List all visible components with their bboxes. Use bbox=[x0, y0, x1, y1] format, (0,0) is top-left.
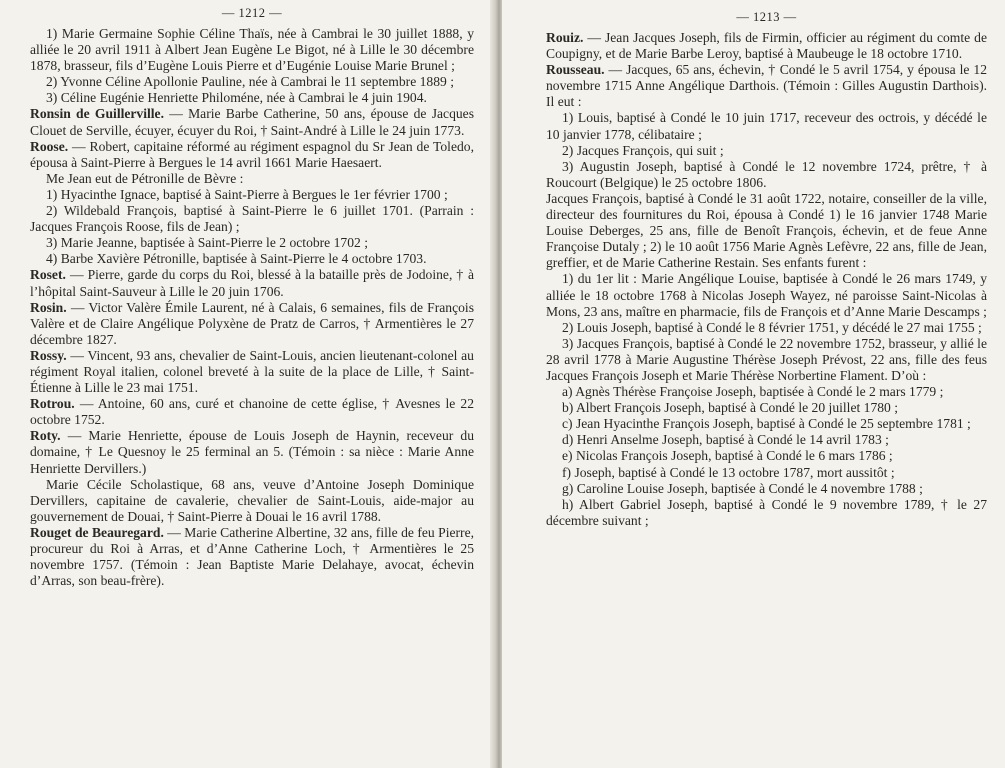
left-page bbox=[0, 0, 496, 768]
list-item: d) Henri Anselme Joseph, baptisé à Condé le 14 avril 1783 ; bbox=[562, 432, 889, 448]
entry-roose: Roose. — Robert, capitaine réformé au régiment espagnol du Sr Jean de Toledo, épousa à Saint-Pierre à Bergues le 14 avril 1661 Marie Haesaert. bbox=[30, 138, 474, 170]
entry-headword: Rouiz. bbox=[546, 30, 588, 45]
paragraph: 1) Marie Germaine Sophie Céline Thaïs, née à Cambrai le 30 juillet 1888, y alliée le 20 avril 1911 à Albert Jean Eugène Le Bigot, né à Lille le 30 décembre 1878, brasseur, fils d’Eugène Louis Pierre et d’Eugénie Louise Marie Brunel ; bbox=[30, 26, 474, 74]
entry-rossy: Rossy. — Vincent, 93 ans, chevalier de Saint-Louis, ancien lieutenant-colonel au régiment Royal italien, colonel breveté à la suite de la place de Lille, † Saint-Étienne à Lille le 23 mai 1751. bbox=[30, 347, 474, 396]
entry-roty: Roty. — Marie Henriette, épouse de Louis Joseph de Haynin, receveur du domaine, † Le Quesnoy le 25 ferminal an 5. (Témoin : sa nièce : Marie Anne Henriette Dervillers.) bbox=[30, 428, 474, 476]
entry-headword: Rousseau. bbox=[546, 62, 609, 78]
paragraph: Jacques François, baptisé à Condé le 31 août 1722, notaire, conseiller de la ville, directeur des fournitures du Roi, épousa à Condé 1) le 16 janvier 1748 Marie Louise Deberges, 25 ans, fille de Benoît François, échevin, et de feue Anne Françoise Dutaly ; 2) le 10 août 1756 Marie Agnès Lefèvre, 22 ans, fille de Jean, greffier, et de Marie Catherine Restain. Ses enfants furent : bbox=[546, 190, 987, 271]
right-page-text bbox=[546, 30, 987, 529]
entry-headword: Rossy. bbox=[30, 347, 71, 363]
paragraph: Marie Cécile Scholastique, 68 ans, veuve d’Antoine Joseph Dominique Dervillers, capitaine de cavalerie, chevalier de Saint-Louis, aide-major au gouvernement de Douai, † Saint-Pierre à Douai le 16 avril 1788. bbox=[30, 476, 474, 524]
entry-headword: Rosin. bbox=[30, 299, 71, 315]
entry-headword: Roset. bbox=[30, 267, 70, 283]
list-item: g) Caroline Louise Joseph, baptisée à Condé le 4 novembre 1788 ; bbox=[562, 480, 923, 496]
entry-headword: Roose. bbox=[30, 138, 73, 154]
right-page-number: — 1213 — bbox=[736, 10, 797, 24]
entry-rosin: Rosin. — Victor Valère Émile Laurent, né à Calais, 6 semaines, fils de François Valère et de Claire Angélique Polyxène de Pratz de Carros, † Armentières le 27 décembre 1827. bbox=[30, 299, 474, 347]
paragraph: 4) Barbe Xavière Pétronille, baptisée à Saint-Pierre le 4 octobre 1703. bbox=[46, 251, 427, 267]
entry-ronsin: Ronsin de Guillerville. — Marie Barbe Catherine, 50 ans, épouse de Jacques Clouet de Serville, écuyer, écuyer du Roi, † Saint-André à Lille le 24 juin 1773. bbox=[30, 106, 474, 138]
left-page-number: — 1212 — bbox=[221, 6, 283, 20]
paragraph: 1) du 1er lit : Marie Angélique Louise, baptisée à Condé le 26 mars 1749, y alliée le 18 octobre 1768 à Nicolas Joseph Wayez, né paroisse Saint-Nicolas à Mons, 23 ans, maître en pharmacie, fils de François et d’Anne Marie Descamps ; bbox=[546, 271, 987, 319]
paragraph: Me Jean eut de Pétronille de Bèvre : bbox=[46, 170, 244, 186]
paragraph: 2) Wildebald François, baptisé à Saint-Pierre le 6 juillet 1701. (Parrain : Jacques François Roose, fils de Jean) ; bbox=[30, 203, 474, 235]
entry-headword: Roty. bbox=[30, 428, 68, 444]
paragraph: 3) Marie Jeanne, baptisée à Saint-Pierre le 2 octobre 1702 ; bbox=[46, 235, 368, 251]
entry-roset: Roset. — Pierre, garde du corps du Roi, blessé à la bataille près de Jodoine, † à l’hôpital Saint-Sauveur à Lille le 20 juin 1706. bbox=[30, 267, 474, 299]
list-item: b) Albert François Joseph, baptisé à Condé le 20 juillet 1780 ; bbox=[562, 400, 899, 416]
list-item: e) Nicolas François Joseph, baptisé à Condé le 6 mars 1786 ; bbox=[562, 448, 893, 464]
paragraph: 3) Jacques François, baptisé à Condé le 22 novembre 1752, brasseur, y allié le 28 avril 1778 à Marie Augustine Thérèse Joseph Prévost, 22 ans, fille des feus Jacques François Joseph et Marie Thérèse Norbertine Flament. D’où : bbox=[546, 335, 987, 383]
entry-headword: Ronsin de Guillerville. bbox=[30, 106, 170, 122]
paragraph: 1) Hyacinthe Ignace, baptisé à Saint-Pierre à Bergues le 1er février 1700 ; bbox=[46, 186, 448, 202]
paragraph: 1) Louis, baptisé à Condé le 10 juin 1717, receveur des octrois, y décédé le 10 janvier 1778, célibataire ; bbox=[546, 110, 987, 142]
list-item: f) Joseph, baptisé à Condé le 13 octobre 1787, mort aussitôt ; bbox=[562, 464, 895, 480]
paragraph: 3) Céline Eugénie Henriette Philoméne, née à Cambrai le 4 juin 1904. bbox=[46, 90, 427, 106]
entry-rousseau: Rousseau. — Jacques, 65 ans, échevin, † Condé le 5 avril 1754, y épousa le 12 novembre 1715 Anne Angélique Darthois. (Témoin : Gilles Augustin Darthois). Il eut : bbox=[546, 62, 987, 110]
list-item: h) Albert Gabriel Joseph, baptisé à Condé le 9 novembre 1789, † le 27 décembre suivant ; bbox=[546, 496, 987, 528]
right-page bbox=[502, 0, 1005, 768]
entry-headword: Rotrou. bbox=[30, 396, 80, 412]
list-item: c) Jean Hyacinthe François Joseph, baptisé à Condé le 25 septembre 1781 ; bbox=[562, 416, 971, 432]
entry-rotrou: Rotrou. — Antoine, 60 ans, curé et chanoine de cette église, † Avesnes le 22 octobre 1752. bbox=[30, 396, 474, 428]
entry-headword: Rouget de Beauregard. bbox=[30, 524, 168, 540]
list-item: a) Agnès Thérèse Françoise Joseph, baptisée à Condé le 2 mars 1779 ; bbox=[562, 384, 944, 400]
paragraph: 3) Augustin Joseph, baptisé à Condé le 12 novembre 1724, prêtre, † à Roucourt (Belgique) le 25 octobre 1806. bbox=[546, 158, 987, 190]
entry-rouiz: Rouiz. — Jean Jacques Joseph, fils de Firmin, officier au régiment du comte de Coupigny, et de Marie Barbe Leroy, baptisé à Maubeuge le 18 octobre 1710. bbox=[546, 30, 987, 62]
entry-rouget: Rouget de Beauregard. — Marie Catherine Albertine, 32 ans, fille de feu Pierre, procureur du Roi à Arras, et d’Anne Catherine Loch, † Armentières le 25 novembre 1757. (Témoin : Jean Baptiste Marie Delahaye, avocat, échevin d’Arras, son beau-frère). bbox=[30, 524, 474, 589]
paragraph: 2) Yvonne Céline Apollonie Pauline, née à Cambrai le 11 septembre 1889 ; bbox=[46, 74, 454, 90]
paragraph: 2) Louis Joseph, baptisé à Condé le 8 février 1751, y décédé le 27 mai 1755 ; bbox=[562, 319, 982, 335]
paragraph: 2) Jacques François, qui suit ; bbox=[562, 142, 724, 158]
left-page-text bbox=[30, 26, 474, 589]
